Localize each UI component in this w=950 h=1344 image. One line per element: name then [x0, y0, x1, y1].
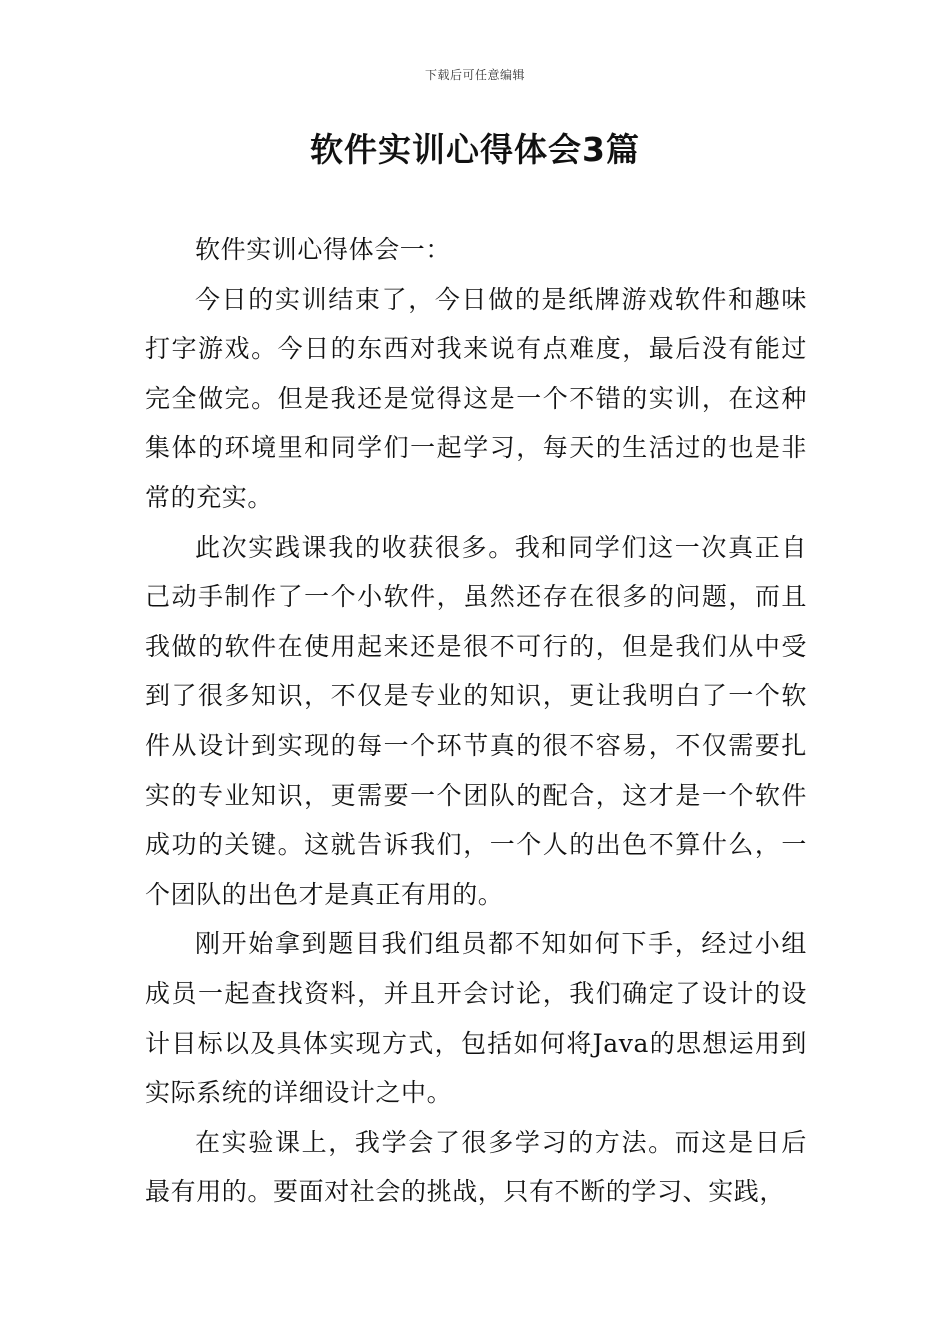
paragraph: 在实验课上，我学会了很多学习的方法。而这是日后最有用的。要面对社会的挑战，只有不断的学习、实践， — [145, 1127, 807, 1207]
paragraph: 刚开始拿到题目我们组员都不知如何下手，经过小组成员一起查找资料，并且开会讨论，我们确定了设计的设计目标以及具体实现方式，包括如何将Java的思想运用到实际系统的详细设计之中。 — [145, 929, 807, 1108]
header-note: 下载后可任意编辑 — [424, 68, 525, 82]
document-title: 软件实训心得体会3篇 — [310, 130, 640, 169]
document-body — [145, 225, 807, 1217]
paragraph: 今日的实训结束了，今日做的是纸牌游戏软件和趣味打字游戏。今日的东西对我来说有点难度，最后没有能过完全做完。但是我还是觉得这是一个不错的实训，在这种集体的环境里和同学们一起学习，每天的生活过的也是非常的充实。 — [145, 284, 807, 512]
paragraph-section-heading: 软件实训心得体会一： — [195, 235, 452, 264]
paragraph: 此次实践课我的收获很多。我和同学们这一次真正自己动手制作了一个小软件，虽然还存在很多的问题，而且我做的软件在使用起来还是很不可行的，但是我们从中受到了很多知识，不仅是专业的知识，更让我明白了一个软件从设计到实现的每一个环节真的很不容易，不仅需要扎实的专业知识，更需要一个团队的配合，这才是一个软件成功的关键。这就告诉我们，一个人的出色不算什么，一个团队的出色才是真正有用的。 — [145, 532, 807, 909]
